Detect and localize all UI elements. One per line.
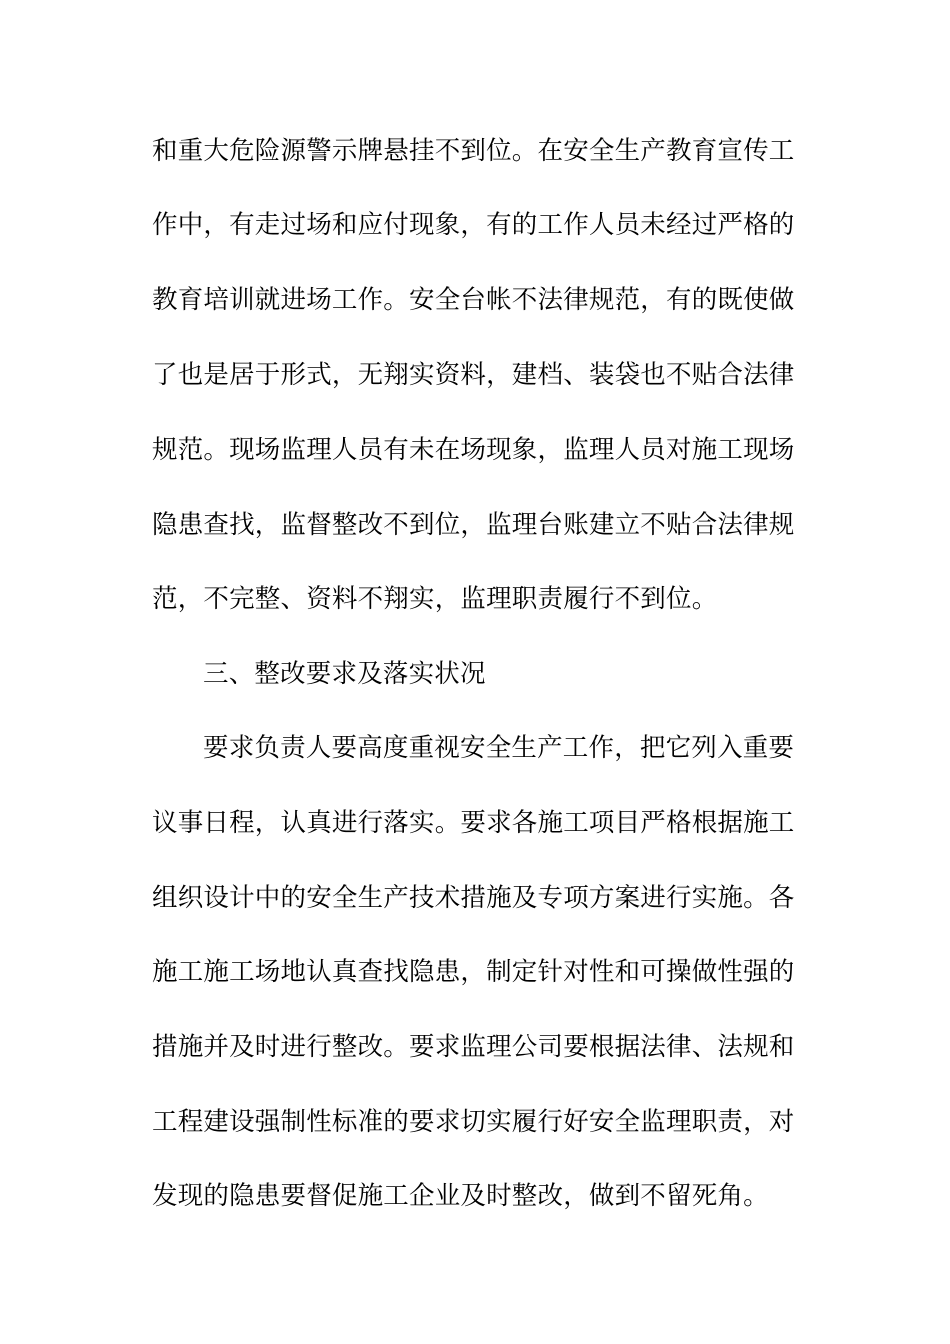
paragraph-line: 工程建设强制性标准的要求切实履行好安全监理职责，对	[152, 1107, 795, 1137]
paragraph-line: 施工施工场地认真查找隐患，制定针对性和可操做性强的	[152, 957, 795, 987]
paragraph-line: 范，不完整、资料不翔实，监理职责履行不到位。	[152, 584, 718, 614]
paragraph-line: 教育培训就进场工作。安全台帐不法律规范，有的既使做	[152, 285, 795, 315]
paragraph-line: 措施并及时进行整改。要求监理公司要根据法律、法规和	[152, 1032, 795, 1062]
paragraph-line: 组织设计中的安全生产技术措施及专项方案进行实施。各	[152, 883, 795, 913]
paragraph-line: 和重大危险源警示牌悬挂不到位。在安全生产教育宣传工	[152, 136, 795, 166]
paragraph-line: 隐患查找，监督整改不到位，监理台账建立不贴合法律规	[152, 510, 795, 540]
paragraph-line: 要求负责人要高度重视安全生产工作，把它列入重要	[203, 733, 795, 763]
section-heading: 三、整改要求及落实状况	[203, 659, 486, 689]
paragraph-line: 发现的隐患要督促施工企业及时整改，做到不留死角。	[152, 1181, 769, 1211]
paragraph-line: 作中，有走过场和应付现象，有的工作人员未经过严格的	[152, 210, 795, 240]
paragraph-line: 规范。现场监理人员有未在场现象，监理人员对施工现场	[152, 435, 795, 465]
paragraph-line: 了也是居于形式，无翔实资料，建档、装袋也不贴合法律	[152, 360, 795, 390]
paragraph-line: 议事日程，认真进行落实。要求各施工项目严格根据施工	[152, 808, 795, 838]
